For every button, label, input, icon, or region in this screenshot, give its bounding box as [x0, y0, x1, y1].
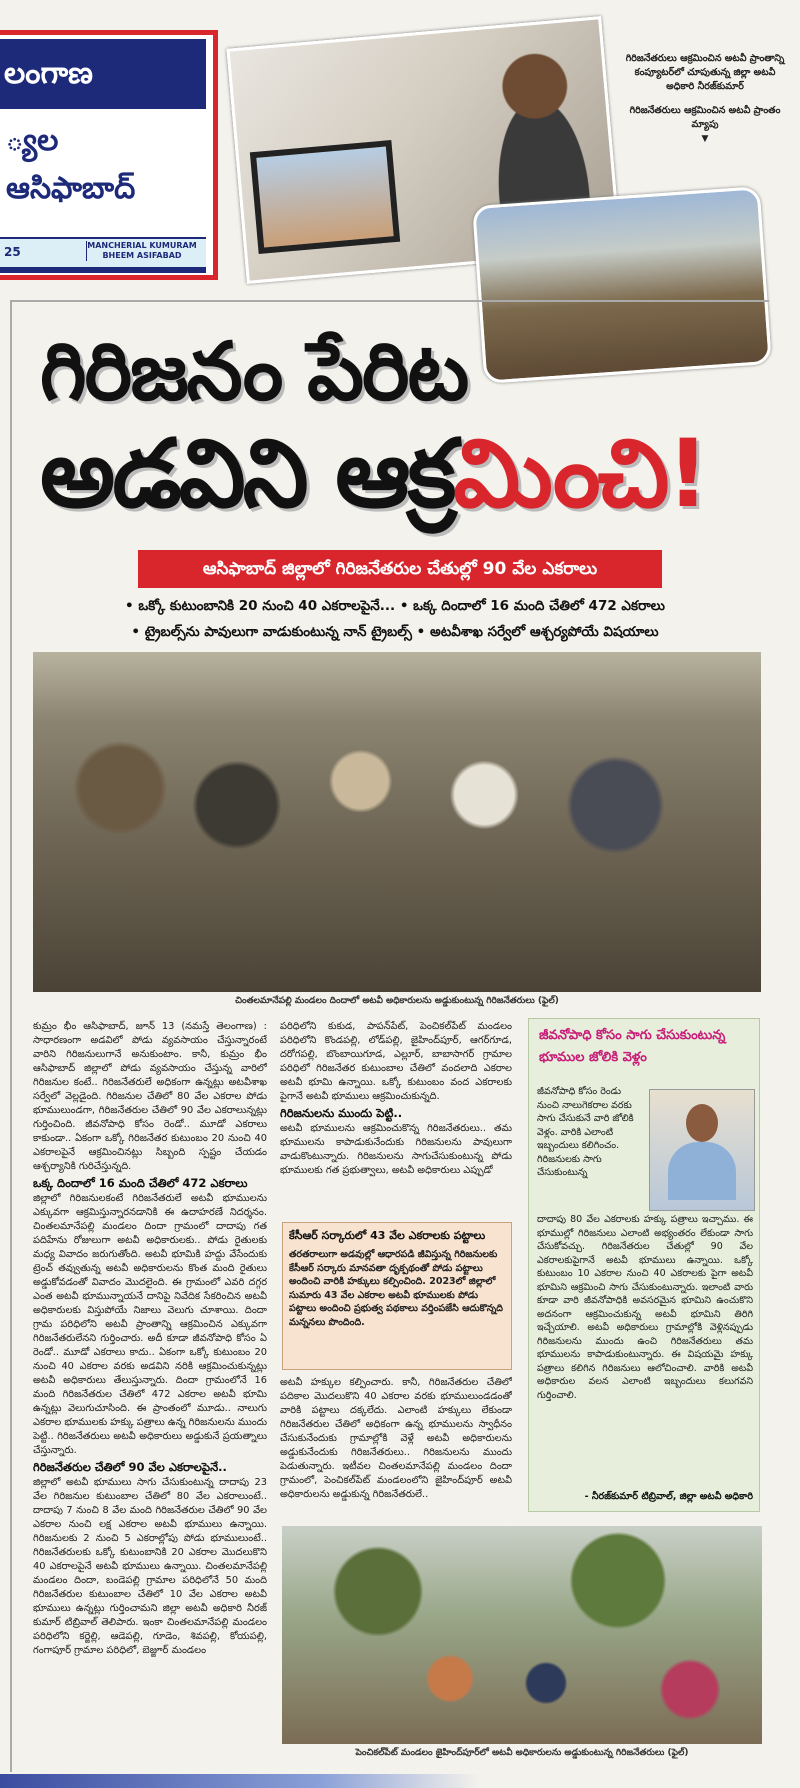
deck-bar: ఆసిఫాబాద్ జిల్లాలో గిరిజనేతరుల చేతుల్లో 90 వేల ఎకరాలు	[138, 550, 662, 588]
masthead-top: లంగాణ	[0, 39, 206, 109]
col1-paragraph-1: కుమ్రం భీం ఆసిఫాబాద్, జూన్ 13 (నమస్తే తెలంగాణ) : సాధారణంగా అడవిలో పోడు వ్యవసాయం చేస్తున్నారంటే వారిని గిరిజనులుగానే అనుకుంటాం. కానీ, కుమ్రం భీం ఆసిఫాబాద్ జిల్లాలో పోడు వ్యవసాయం చేస్తున్న వారిలో గిరిజనుల కంటే.. గిరిజనేతరులే అధికంగా ఉన్నట్లు అటవీశాఖ సర్వేలో వెల్లడైంది. గిరిజనుల చేతిలో 80 వేల ఎకరాల పోడు భూములుండగా, గిరిజనేతరుల చేతిలో 90 వేల ఎకరాలున్నట్లు గుర్తించింది. జీవనోపాధి కోసం రెండో.. మూడో ఎకరాలు కాకుండా.. ఏకంగా ఒక్కో గిరిజనేతర కుటుంబం 20 నుంచి 40 ఎకరాలపైనే ఆక్రమించినట్లు సిబ్బంది స్పష్టం చేయడం ఆశ్చర్యానికి గురిచేస్తున్నది.	[33, 1021, 267, 1172]
sidebar-text-top: జీవనోపాధి కోసం రెండు నుంచి నాలుగెకరాల వరకు సాగు చేసుకునే వారి జోలికి వెళ్లం. వారికి ఎలాంటి ఇబ్బందులు కలిగించం. గిరిజనులకు సాగు చేసుకుంటున్న	[537, 1086, 634, 1178]
sidebar-text: దాదాపు 80 వేల ఎకరాలకు హక్కు పత్రాలు ఇచ్చాము. ఈ భూముల్లో గిరిజనులు ఎలాంటి అభ్యంతరం లేకుండా సాగు చేసుకోవచ్చు. గిరిజనేతరుల చేతుల్లో 90 వేల ఎకరాలకుపైగానే అటవీ భూములు ఉన్నాయి. ఒక్కో కుటుంబం 10 ఎకరాల నుంచి 40 ఎకరాలకు పైగా అటవీ భూమిని ఆక్రమించి సాగు చేసుకుంటున్నారు. ఇలాంటి వారు కూడా వారి జీవనోపాధికి అవసరమైన భూమిని ఉంచుకొని అదనంగా ఆక్రమించుకున్న అటవీ భూమిని తిరిగి ఇచ్చేయాలి. అటవీ అధికారులు గ్రామాల్లోకి వెళ్లినప్పుడు గిరిజనులను ముందు ఉంచి గిరిజనేతరులు తమ భూములను కాపాడుకుంటున్నారు. ఈ విషయమై హక్కు పత్రాలు కలిగిన గిరిజనులు ఆలోచించాలి. వారికి అటవీ అధికారుల వలన ఎలాంటి ఇబ్బందులు కలుగవని గుర్తించాలి.	[537, 1214, 753, 1401]
article-column-1	[33, 1020, 267, 1758]
info-box	[282, 1222, 512, 1370]
main-photo-caption: చింతలమానేపల్లి మండలం దిందాలో అటవీ అధికారులను అడ్డుకుంటున్న గిరిజనేతరులు (ఫైల్)	[235, 996, 559, 1006]
computer-monitor-image	[250, 140, 400, 254]
officer-portrait	[649, 1089, 755, 1211]
portrait-body	[668, 1142, 736, 1200]
col1-paragraph-2: జిల్లాలో గిరిజనులకంటే గిరిజనేతరులే అటవీ భూములను ఎక్కువగా ఆక్రమిస్తున్నారనడానికి ఈ ఉదాహరణే నిదర్శనం. చింతలమానేపల్లి మండలం దిందా గ్రామంలో దాదాపు గత పదిహేను రోజులుగా అటవీ అధికారులకు.. పోడు రైతులకు మధ్య వివాదం జరుగుతోంది. అటవీ భూమికి హద్దు వేసేందుకు ట్రెంచ్ తవ్వుతున్న అటవీ అధికారులను కొంత మంది రైతులు అడ్డుకోవడంతో వివాదం మొదలైంది. ఈ గ్రామంలో ఎవరి దగ్గర ఎంత అటవీ భూమున్నాయనే దానిపై నివేదిక సేకరించిన అటవీ అధికారులకు విస్తుపోయే నిజాలు వెలుగు చూశాయి. దిందా గ్రామ పరిధిలోని అటవీ ప్రాంతాన్ని ఆక్రమించిన ఎక్కువగా గిరిజనేతరులేనని గుర్తించారు. అదీ కూడా జీవనోపాధి కోసం ఏ రెండో.. మూడో ఎకరాలు కాదు.. ఏకంగా ఒక్కో కుటుంబం 20 నుంచి 40 ఎకరాల వరకు అడవిని నరికి ఆక్రమించుకున్నట్లు అటవీ అధికారులు తేలుస్తున్నారు. దిందా గ్రామంలోనే 16 మంది గిరిజనేతరుల చేతిలో 472 ఎకరాల అటవీ భూమి ఉన్నట్లు వెలుగుచూసింది. ఈ ప్రాంతంలో మూడు.. నాలుగు ఎకరాల భూములకు హక్కు పత్రాలు ఉన్న గిరిజనులను ముందు పెట్టి.. గిరిజనేతరులు అటవీ అధికారులు అడ్డుకునే ప్రయత్నాలు చేస్తున్నారు.	[33, 1193, 267, 1456]
sidebar-title: జీవనోపాధి కోసం సాగు చేసుకుంటున్న భూముల జోలికి వెళ్లం	[539, 1028, 726, 1065]
col2-paragraph-1: పరిధిలోని కుకుడ, పాపన్‌పేట్, పెంచికల్‌పేట్ మండలం పరిధిలోని కొండపల్లి, లోడ్‌పల్లి, జైహింద్‌పూర్, ఆగర్‌గూడ, దరోగపల్లి, బొంబాయిగూడ, ఎల్లూర్, బాబాసాగర్ గ్రామాల పరిధిలో గిరిజనేతర కుటుంబాల చేతిలో వందలాది ఎకరాల అటవీ భూమి ఉన్నాయి. ఒక్కో కుటుంబం వంద ఎకరాలకు పైగానే అటవీ భూములు ఆక్రమించుకున్నది.	[280, 1021, 512, 1102]
info-box-text: తరతరాలుగా అడవుల్లో ఆధారపడి జీవిస్తున్న గిరిజనులకు కేసీఆర్ సర్కారు మానవతా దృక్పథంతో పోడు పట్టాలు అందించి వారికి హక్కులు కల్పించింది. 2023లో జిల్లాలో సుమారు 43 వేల ఎకరాల అటవీ భూములకు పోడు పట్టాలు అందించి ప్రభుత్వ పథకాలు వర్తింపజేసి ఆదుకొన్నది మన్ననలు పొందింది.	[289, 1249, 503, 1328]
masthead-line1: ్యల	[6, 123, 59, 158]
masthead-place: MANCHERIAL KUMURAM BHEEM ASIFABAD	[87, 241, 197, 260]
masthead-title	[0, 117, 206, 227]
col1-subhead-1: ఒక్క దిందాలో 16 మంది చేతిలో 472 ఎకరాలు	[33, 1176, 248, 1190]
masthead	[0, 30, 218, 280]
headline-line1: గిరిజనం పేరిట	[40, 325, 468, 418]
caption-map: గిరిజనేతరులు ఆక్రమించిన అటవీ ప్రాంతం మ్యాపు	[629, 105, 781, 130]
top-photo-captions	[620, 52, 790, 146]
col2-paragraph-2: అటవీ భూములను ఆక్రమించుకొన్న గిరిజనేతరులు.. తమ భూములను కాపాడుకునేందుకు గిరిజనులను పావులుగా వాడుకొంటున్నారు. గిరిజనులను సాగుచేసుకుంటున్న పోడు భూములకు గత ప్రభుత్వాలు, అటవీ అధికారులు ఎప్పుడో	[280, 1123, 512, 1176]
article-column-2-continued: అటవీ హక్కుల కల్పించారు. కానీ, గిరిజనేతరుల చేతిలో పదికాల మొదలుకొని 40 ఎకరాల వరకు భూములుండడంతో వారికి పట్టాలు దక్కలేదు. ఎలాంటి హక్కులు లేకుండా గిరిజనేతరుల చేతిలో అధికంగా ఉన్న భూములను స్వాధీనం చేసుకునేందుకు గ్రామాల్లోకి వెళ్లే అటవీ అధికారులను అడ్డుకునేందుకు గిరిజనేతరులు.. గిరిజనులను ముందు పెడుతున్నారు. ఇటీవల చింతలమానేపల్లి మండలం దిందా గ్రామంలో, పెంచికల్‌పేట్ మండలంలోని జైహింద్‌పూర్ అటవీ అధికారులను అడ్డుకున్న గిరిజనేతరులే..	[280, 1377, 512, 1500]
bottom-photo-caption: పెంచికల్‌పేట్ మండలం జైహింద్‌పూర్‌లో అటవీ అధికారులను అడ్డుకుంటున్న గిరిజనేతరులు (ఫైల్)	[355, 1748, 689, 1758]
caption-officer: గిరిజనేతరులు ఆక్రమించిన అటవీ ప్రాంతాన్ని కంప్యూటర్‌లో చూపుతున్న జిల్లా అటవీ అధికారి నీరజ్‌కుమార్	[625, 53, 785, 92]
bottom-strip	[0, 1774, 800, 1788]
headline-line2-red: మించి!	[453, 420, 707, 529]
headline-line2-black: అడవిని ఆక్ర	[40, 420, 454, 529]
bullet-line-2: • ట్రైబల్స్‌ను పావులుగా వాడుకుంటున్న నాన్ ట్రైబల్స్ • అటవీశాఖ సర్వేలో ఆశ్చర్యపోయే విషయాలు	[131, 624, 659, 640]
masthead-date: 25	[4, 245, 21, 259]
quote-sidebar	[528, 1018, 760, 1512]
info-box-title: కేసీఆర్ సర్కారులో 43 వేల ఎకరాలకు పట్టాలు	[289, 1229, 486, 1242]
col1-paragraph-3: జిల్లాలో అటవీ భూములు సాగు చేసుకుంటున్న దాదాపు 23 వేల గిరిజనుల కుటుంబాల చేతిలో 80 వేల ఎకరాలుంటే.. దాదాపు 7 నుంచి 8 వేల మంది గిరిజనేతరుల చేతిలో 90 వేల ఎకరాల నుంచి లక్ష ఎకరాల అటవీ భూములు ఉన్నాయి. గిరిజనులకు 2 నుంచి 5 ఎకరాల్లోపు పోడు భూములుంటే.. గిరిజనేతరులకు ఒక్కో కుటుంబానికి 20 ఎకరాల మొదలుకొని 40 ఎకరాలపైనే అటవీ భూములు ఉన్నాయి. చింతలమానేపల్లి మండలం దిందా, బండెపల్లి గ్రామాల పరిధిలోనే 50 మంది గిరిజనేతరుల కుటుంబాల చేతిలో 10 వేల ఎకరాల అటవీ భూములు ఉన్నట్లు గుర్తించామని జిల్లా అటవీ అధికారి నీరజ్ కుమార్ టిబ్రివాల్ తెలిపారు. ఇంకా చింతలమానేపల్లి మండలం పరిధిలోని కర్జెల్లి, ఆడెపల్లి, గూడెం, శివపల్లి, కోయపల్లి, గంగాపూర్ గ్రామాల పరిధిలో, బెజ్జూర్ మండలం	[33, 1477, 267, 1656]
portrait-face	[686, 1104, 718, 1142]
col1-subhead-2: గిరిజనేతరుల చేతిలో 90 వేల ఎకరాలపైనే..	[33, 1460, 227, 1474]
arrow-down-icon: ▼	[701, 134, 709, 144]
bottom-crowd-photo	[282, 1526, 762, 1744]
bullet-line-1: • ఒక్కో కుటుంబానికి 20 నుంచి 40 ఎకరాలపైనే... • ఒక్క దిందాలో 16 మంది చేతిలో 472 ఎకరాలు	[125, 598, 665, 614]
headline-line2	[40, 420, 706, 530]
main-crowd-photo	[33, 652, 761, 992]
masthead-line2: ఆసిఫాబాద్	[6, 171, 136, 206]
col2-subhead-1: గిరిజనులను ముందు పెట్టి..	[280, 1106, 403, 1120]
article-column-2	[280, 1020, 512, 1220]
sidebar-signature: - నీరజ్‌కుమార్ టిబ్రివాల్, జిల్లా అటవీ అధికారి	[584, 1491, 753, 1502]
masthead-edition-bar	[0, 237, 206, 273]
